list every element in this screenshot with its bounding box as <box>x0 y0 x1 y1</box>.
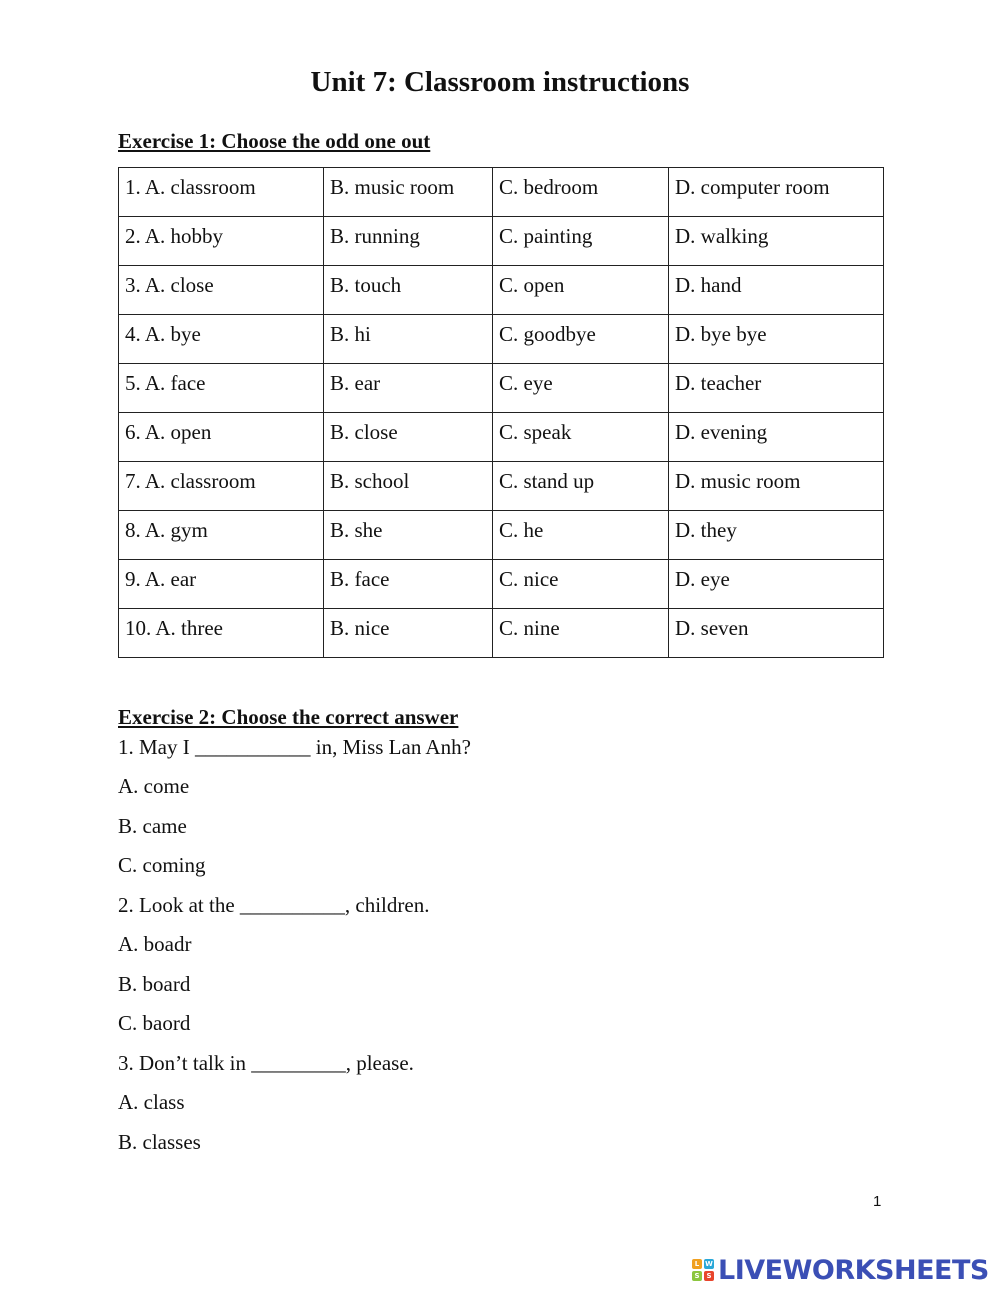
table-row <box>119 462 884 511</box>
option-cell: B. ear <box>324 364 493 413</box>
option-cell: D. hand <box>669 266 884 315</box>
option-cell: B. close <box>324 413 493 462</box>
option-cell: C. open <box>493 266 669 315</box>
exercise-2-heading: Exercise 2: Choose the correct answer <box>118 705 459 729</box>
option-cell: C. speak <box>493 413 669 462</box>
option-cell: C. nice <box>493 560 669 609</box>
answer-option: B. came <box>118 814 187 838</box>
option-cell: D. walking <box>669 217 884 266</box>
answer-option: C. baord <box>118 1011 191 1035</box>
option-cell: 5. A. face <box>119 364 324 413</box>
liveworksheets-brand <box>692 1253 989 1287</box>
option-cell: B. she <box>324 511 493 560</box>
option-cell: B. nice <box>324 609 493 658</box>
answer-option: A. come <box>118 774 190 798</box>
answer-option: C. coming <box>118 853 206 877</box>
liveworksheets-logo-icon <box>692 1259 714 1281</box>
page-number: 1 <box>873 1193 882 1210</box>
option-cell: D. eye <box>669 560 884 609</box>
table-row <box>119 413 884 462</box>
option-cell: B. running <box>324 217 493 266</box>
answer-option: A. boadr <box>118 932 192 956</box>
answer-option: B. classes <box>118 1130 201 1154</box>
table-row <box>119 266 884 315</box>
table-row <box>119 315 884 364</box>
option-cell: B. touch <box>324 266 493 315</box>
option-cell: B. school <box>324 462 493 511</box>
logo-tile: L <box>692 1259 702 1269</box>
option-cell: D. bye bye <box>669 315 884 364</box>
option-cell: C. stand up <box>493 462 669 511</box>
option-cell: D. teacher <box>669 364 884 413</box>
option-cell: 7. A. classroom <box>119 462 324 511</box>
option-cell: D. they <box>669 511 884 560</box>
option-cell: D. seven <box>669 609 884 658</box>
table-row <box>119 364 884 413</box>
option-cell: 6. A. open <box>119 413 324 462</box>
table-row <box>119 168 884 217</box>
option-cell: B. face <box>324 560 493 609</box>
option-cell: D. computer room <box>669 168 884 217</box>
question-text: 1. May I ___________ in, Miss Lan Anh? <box>118 735 471 759</box>
option-cell: 10. A. three <box>119 609 324 658</box>
table-row <box>119 217 884 266</box>
table-row <box>119 511 884 560</box>
option-cell: B. hi <box>324 315 493 364</box>
option-cell: C. nine <box>493 609 669 658</box>
odd-one-out-table <box>118 167 884 658</box>
option-cell: C. goodbye <box>493 315 669 364</box>
option-cell: 9. A. ear <box>119 560 324 609</box>
option-cell: 1. A. classroom <box>119 168 324 217</box>
option-cell: D. evening <box>669 413 884 462</box>
answer-option: B. board <box>118 972 191 996</box>
option-cell: C. eye <box>493 364 669 413</box>
question-text: 3. Don’t talk in _________, please. <box>118 1051 414 1075</box>
logo-tile: S <box>704 1271 714 1281</box>
question-text: 2. Look at the __________, children. <box>118 893 430 917</box>
exercise-1-heading: Exercise 1: Choose the odd one out <box>118 129 431 153</box>
option-cell: B. music room <box>324 168 493 217</box>
option-cell: 3. A. close <box>119 266 324 315</box>
option-cell: 8. A. gym <box>119 511 324 560</box>
page-title: Unit 7: Classroom instructions <box>310 66 690 98</box>
option-cell: D. music room <box>669 462 884 511</box>
option-cell: C. bedroom <box>493 168 669 217</box>
table-row <box>119 609 884 658</box>
brand-name: LIVEWORKSHEETS <box>718 1254 989 1286</box>
option-cell: 4. A. bye <box>119 315 324 364</box>
answer-option: A. class <box>118 1090 185 1114</box>
option-cell: C. he <box>493 511 669 560</box>
logo-tile: S <box>692 1271 702 1281</box>
option-cell: 2. A. hobby <box>119 217 324 266</box>
option-cell: C. painting <box>493 217 669 266</box>
table-row <box>119 560 884 609</box>
logo-tile: W <box>705 1260 713 1268</box>
